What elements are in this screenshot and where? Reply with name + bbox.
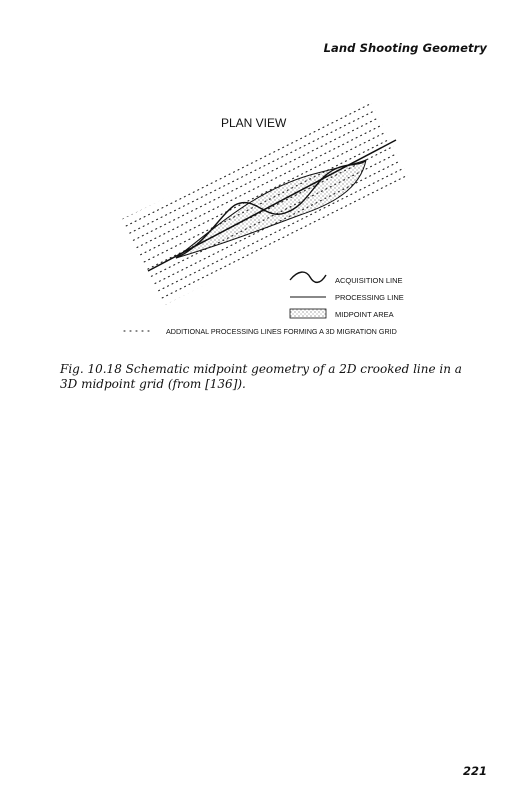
figure-plan-view	[110, 95, 430, 345]
figure-caption: Fig. 10.18 Schematic midpoint geometry of a 2D crooked line in a 3D midpoint grid (from [136]).	[60, 362, 462, 391]
midpoint-area	[176, 160, 366, 258]
grid-line	[110, 95, 362, 113]
legend-midpoint-label: MIDPOINT AREA	[335, 310, 394, 319]
grid-line	[175, 295, 430, 345]
running-title: Land Shooting Geometry	[323, 41, 487, 55]
legend-grid-label: ADDITIONAL PROCESSING LINES FORMING A 3D MIGRATION GRID	[166, 327, 397, 336]
grid-line	[128, 202, 430, 345]
grid-line	[110, 95, 358, 106]
processing-line	[148, 140, 396, 271]
legend-acquisition-swatch	[290, 272, 326, 282]
grid-line	[110, 95, 405, 200]
legend-midpoint-swatch	[290, 309, 326, 318]
legend-acquisition-label: ACQUISITION LINE	[335, 276, 403, 285]
legend-processing-label: PROCESSING LINE	[335, 293, 404, 302]
grid-line	[110, 95, 354, 99]
plan-view-diagram	[110, 95, 430, 345]
grid-line	[197, 339, 430, 345]
grid-line	[110, 95, 408, 207]
plan-view-title: PLAN VIEW	[221, 116, 287, 130]
page-number: 221	[462, 764, 487, 778]
